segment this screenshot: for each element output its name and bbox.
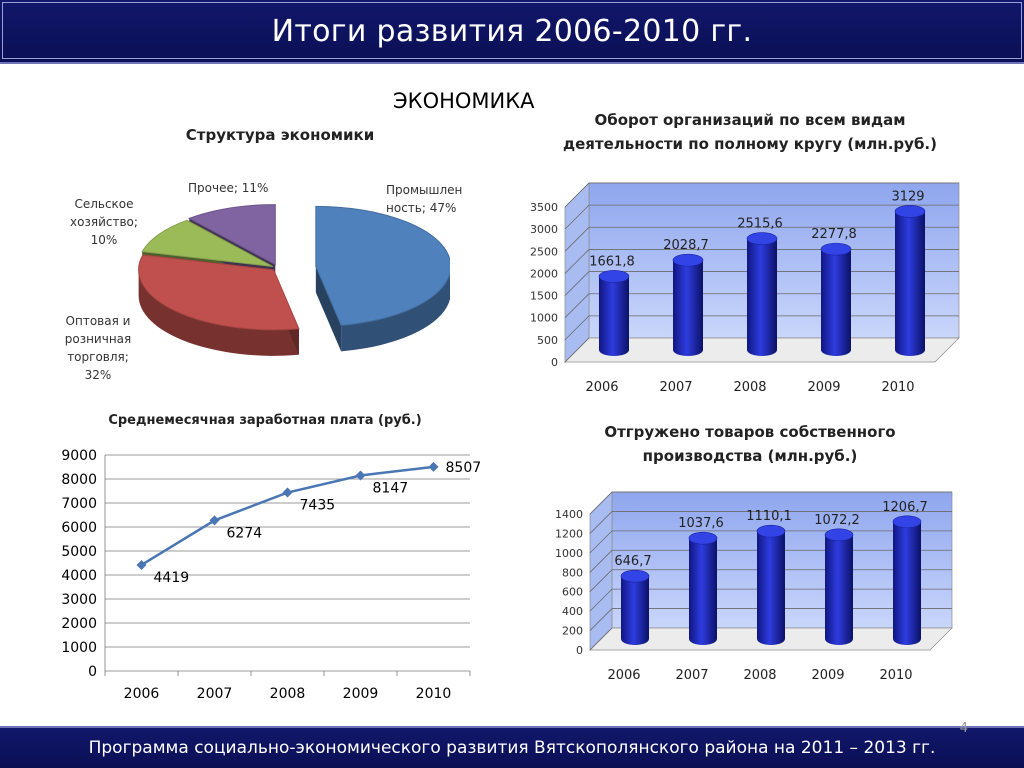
turnover-chart-title xyxy=(520,108,980,156)
salary-ytick-label: 9000 xyxy=(61,448,97,464)
turnover-ytick-label: 0 xyxy=(551,356,558,369)
turnover-ytick-label: 1000 xyxy=(530,311,558,325)
salary-value-label: 4419 xyxy=(153,569,190,586)
pie-label-industry-line2: ность; 47% xyxy=(386,201,457,215)
turnover-bar-top xyxy=(673,254,703,266)
shipped-xtick-label: 2007 xyxy=(675,668,709,683)
shipped-bar-top xyxy=(689,532,717,544)
shipped-bar-body xyxy=(621,576,649,645)
turnover-bar-body xyxy=(895,211,925,356)
salary-value-label: 8507 xyxy=(445,459,482,476)
pie-label-industry-line1: Промышлен xyxy=(386,183,463,197)
shipped-bar xyxy=(621,570,649,645)
slide-number: 4 xyxy=(959,721,968,736)
salary-xtick-label: 2009 xyxy=(342,686,379,702)
pie-label-other xyxy=(188,179,268,197)
turnover-value-label: 3129 xyxy=(891,189,925,205)
salary-ytick-label: 5000 xyxy=(61,544,97,560)
salary-point xyxy=(283,488,293,498)
salary-point xyxy=(429,462,439,472)
shipped-ytick-label: 600 xyxy=(562,585,583,599)
salary-xtick-label: 2007 xyxy=(196,686,233,702)
pie-label-trade-line1: Оптовая и xyxy=(65,314,131,328)
shipped-bar-chart xyxy=(520,485,980,695)
turnover-ytick-label: 2000 xyxy=(530,267,558,281)
salary-chart-title: Среднемесячная заработная плата (руб.) xyxy=(108,413,422,428)
turnover-xtick-label: 2008 xyxy=(733,380,767,395)
turnover-bar xyxy=(821,243,851,356)
shipped-bar-top xyxy=(621,570,649,582)
salary-xtick-label: 2008 xyxy=(269,686,306,702)
shipped-xtick-label: 2006 xyxy=(607,668,641,683)
shipped-ytick-label: 800 xyxy=(562,566,583,580)
turnover-bar xyxy=(599,270,629,356)
shipped-bar-body xyxy=(757,531,785,645)
salary-ytick-label: 4000 xyxy=(61,568,97,584)
pie-label-trade-line4: 32% xyxy=(84,368,112,382)
shipped-xtick-label: 2010 xyxy=(879,668,913,683)
shipped-ytick-label: 200 xyxy=(562,624,583,638)
turnover-xtick-label: 2007 xyxy=(659,380,693,395)
turnover-value-label: 2028,7 xyxy=(663,238,709,254)
salary-line-chart xyxy=(40,440,490,710)
turnover-bar-top xyxy=(747,233,777,245)
turnover-bar-body xyxy=(821,249,851,356)
turnover-bar xyxy=(747,233,777,356)
shipped-value-label: 1072,2 xyxy=(814,512,860,528)
shipped-value-label: 1206,7 xyxy=(882,499,928,515)
shipped-bar xyxy=(825,529,853,645)
shipped-ytick-label: 400 xyxy=(562,605,583,619)
turnover-ytick-label: 2500 xyxy=(530,245,558,259)
title-bar xyxy=(0,0,1024,64)
salary-ytick-label: 3000 xyxy=(61,592,97,608)
turnover-xtick-label: 2010 xyxy=(881,380,915,395)
salary-value-label: 6274 xyxy=(226,525,263,542)
turnover-value-label: 2515,6 xyxy=(737,216,783,232)
section-label: ЭКОНОМИКА xyxy=(393,89,535,113)
shipped-xtick-label: 2009 xyxy=(811,668,845,683)
turnover-ytick-label: 1500 xyxy=(530,289,558,303)
shipped-ytick-label: 1000 xyxy=(555,546,583,560)
shipped-title-line2: производства (млн.руб.) xyxy=(642,447,858,465)
shipped-value-label: 646,7 xyxy=(614,554,652,570)
turnover-value-label: 2277,8 xyxy=(811,227,857,243)
turnover-bar-chart xyxy=(500,175,980,405)
turnover-value-label: 1661,8 xyxy=(589,254,635,270)
turnover-title-line2: деятельности по полному кругу (млн.руб.) xyxy=(563,135,937,153)
pie-label-other-line1: Прочее; 11% xyxy=(188,181,269,195)
shipped-xtick-label: 2008 xyxy=(743,668,777,683)
shipped-bar-top xyxy=(757,525,785,537)
shipped-side-wall xyxy=(590,492,612,650)
salary-ytick-label: 6000 xyxy=(61,520,97,536)
shipped-bar xyxy=(757,525,785,645)
shipped-bar-body xyxy=(689,538,717,645)
salary-ytick-label: 7000 xyxy=(61,496,97,512)
salary-ytick-label: 8000 xyxy=(61,472,97,488)
pie-label-trade xyxy=(56,312,140,384)
shipped-bar-top xyxy=(825,529,853,541)
turnover-bar xyxy=(895,205,925,356)
pie-label-agri xyxy=(66,195,142,249)
shipped-bar-top xyxy=(893,516,921,528)
shipped-ytick-label: 1400 xyxy=(555,508,583,521)
salary-ytick-label: 1000 xyxy=(61,640,97,656)
pie-label-agri-line1: Сельское xyxy=(74,197,134,211)
pie-label-agri-line2: хозяйство; xyxy=(70,215,138,229)
shipped-chart-title xyxy=(555,420,945,468)
shipped-value-label: 1037,6 xyxy=(678,516,724,532)
turnover-bar-top xyxy=(895,205,925,217)
turnover-xtick-label: 2009 xyxy=(807,380,841,395)
turnover-side-wall xyxy=(565,183,589,362)
turnover-ytick-label: 3500 xyxy=(530,201,558,214)
shipped-bar-body xyxy=(893,522,921,645)
shipped-ytick-label: 0 xyxy=(576,644,583,657)
salary-ytick-label: 2000 xyxy=(61,616,97,632)
turnover-ytick-label: 500 xyxy=(537,333,558,347)
page-title: Итоги развития 2006-2010 гг. xyxy=(271,14,753,49)
pie-chart-title: Структура экономики xyxy=(185,126,375,144)
footer-text: Программа социально-экономического развития Вятскополянского района на 2011 – 2013 гг. xyxy=(88,738,936,758)
turnover-ytick-label: 3000 xyxy=(530,223,558,237)
shipped-bar-body xyxy=(825,535,853,645)
turnover-bar-top xyxy=(599,270,629,282)
turnover-bar-top xyxy=(821,243,851,255)
salary-value-label: 7435 xyxy=(299,497,336,514)
turnover-bar-body xyxy=(747,239,777,356)
salary-xtick-label: 2006 xyxy=(123,686,160,702)
salary-ytick-label: 0 xyxy=(88,664,97,680)
pie-chart xyxy=(130,190,450,375)
shipped-bar xyxy=(893,516,921,645)
salary-xtick-label: 2010 xyxy=(415,686,452,702)
turnover-bar-body xyxy=(673,260,703,356)
salary-value-label: 8147 xyxy=(372,480,409,497)
turnover-bar-body xyxy=(599,276,629,356)
turnover-title-line1: Оборот организаций по всем видам xyxy=(594,111,906,129)
pie-label-trade-line2: розничная xyxy=(64,332,132,346)
shipped-value-label: 1110,1 xyxy=(746,509,792,525)
pie-label-trade-line3: торговля; xyxy=(67,350,129,364)
shipped-title-line1: Отгружено товаров собственного xyxy=(604,423,896,441)
shipped-ytick-label: 1200 xyxy=(555,527,583,541)
shipped-bar xyxy=(689,532,717,645)
footer-bar xyxy=(0,726,1024,768)
pie-label-agri-line3: 10% xyxy=(90,233,118,247)
pie-label-industry xyxy=(386,181,462,217)
turnover-bar xyxy=(673,254,703,356)
turnover-xtick-label: 2006 xyxy=(585,380,619,395)
